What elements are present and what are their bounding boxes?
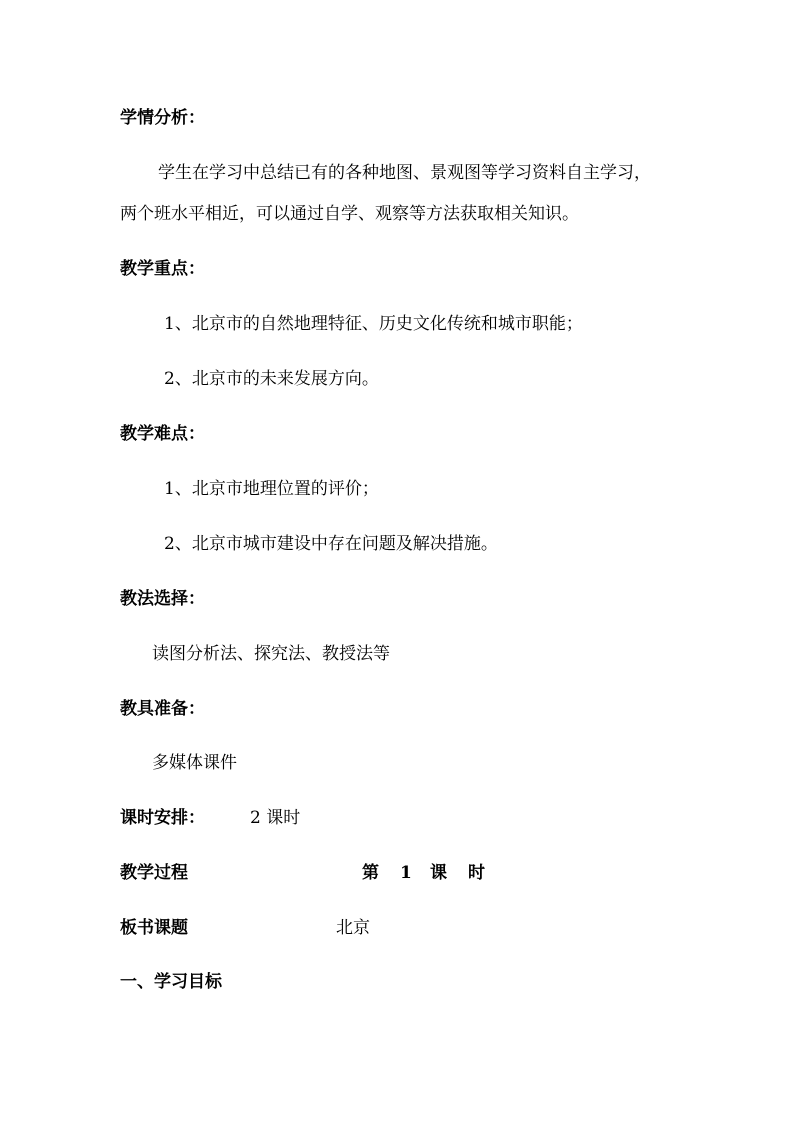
key-points-heading: 教学重点： xyxy=(120,259,205,279)
process-label: 教学过程 xyxy=(120,863,188,883)
methods-heading: 教法选择： xyxy=(120,589,205,609)
difficulties-heading: 教学难点： xyxy=(120,424,205,444)
tools-heading: 教具准备： xyxy=(120,699,205,719)
tools-text: 多媒体课件 xyxy=(152,753,237,773)
key-point-item-1: 1、北京市的自然地理特征、历史文化传统和城市职能； xyxy=(164,314,583,334)
difficulty-item-1: 1、北京市地理位置的评价； xyxy=(164,479,379,499)
key-point-item-2: 2、北京市的未来发展方向。 xyxy=(164,369,379,389)
lesson-shi: 时 xyxy=(468,863,485,883)
lesson-ke: 课 xyxy=(430,863,447,883)
board-value: 北京 xyxy=(336,918,370,938)
lesson-di: 第 xyxy=(362,863,379,883)
analysis-paragraph-line-1: 学生在学习中总结已有的各种地图、景观图等学习资料自主学习， xyxy=(158,163,651,183)
lesson-number-heading xyxy=(362,862,485,884)
schedule-label: 课时安排： xyxy=(120,808,205,828)
difficulty-item-2: 2、北京市城市建设中存在问题及解决措施。 xyxy=(164,534,498,554)
objectives-heading: 一、学习目标 xyxy=(120,972,222,992)
lesson-num: 1 xyxy=(400,863,412,883)
analysis-heading: 学情分析： xyxy=(120,108,205,128)
schedule-value: 2 课时 xyxy=(250,808,301,828)
analysis-paragraph-line-2: 两个班水平相近，可以通过自学、观察等方法获取相关知识。 xyxy=(120,204,579,224)
methods-text: 读图分析法、探究法、教授法等 xyxy=(152,644,390,664)
board-label: 板书课题 xyxy=(120,918,188,938)
